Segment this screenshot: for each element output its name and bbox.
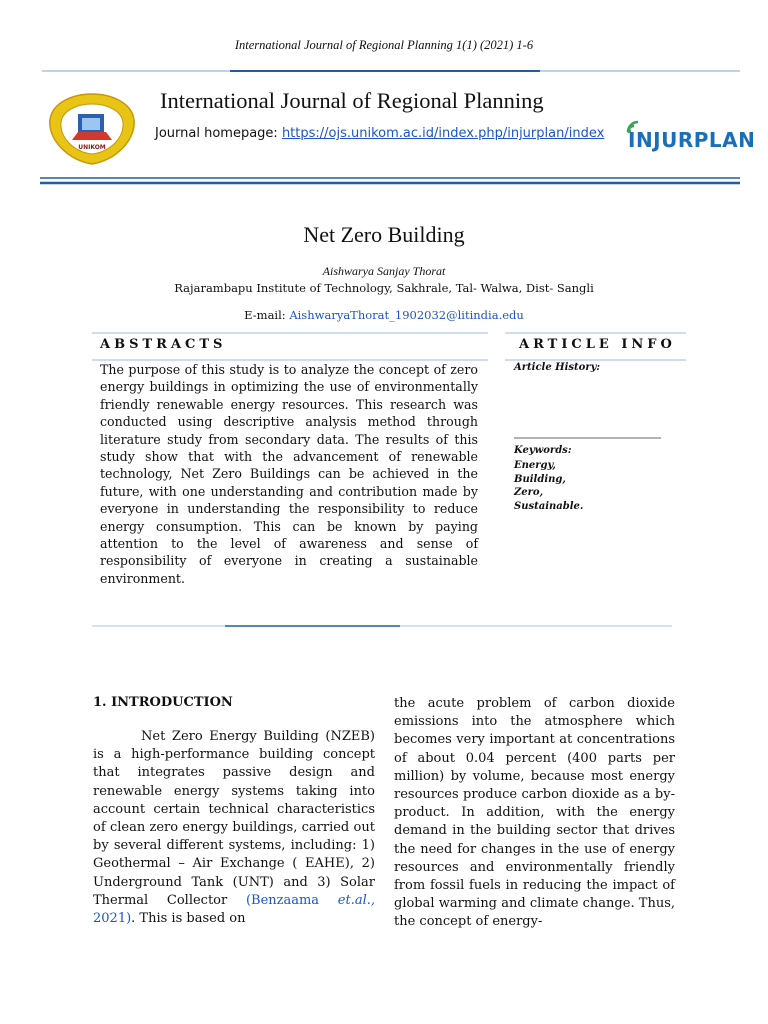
top-rule [0,66,768,76]
homepage-label: Journal homepage: [155,126,278,141]
citation-author: (Benzaama [245,892,338,908]
injurplan-logo [624,118,754,152]
abstract-heading: ABSTRACTS [100,337,227,352]
journal-title: International Journal of Regional Planning [160,88,544,113]
introduction-heading: 1. INTRODUCTION [93,695,233,710]
author-affiliation: Rajarambapu Institute of Technology, Sakhrale, Tal- Walwa, Dist- Sangli [174,281,594,295]
intro-left-text: Net Zero Energy Building (NZEB) is a high-performance building concept that integrates passive design and renewable energy systems taking into account certain technical characteristics of clean zero energy buildings, carried out by several different systems, including: 1) Geothermal – Air Exchange ( EAHE), 2) Underground Tank (UNT) and 3) Solar Thermal Collector [93,729,375,908]
keyword-item: Sustainable. [514,500,584,512]
citation-year: 2021) [93,911,132,927]
keyword-item: Energy, [514,460,556,471]
abstract-end-rule [0,622,768,630]
logo-label: UNIKOM [78,144,106,151]
homepage-link[interactable]: https://ojs.unikom.ac.id/index.php/injurplan/index [281,126,605,141]
keyword-item: Building, [514,473,566,485]
brand-text: INJURPLAN [628,128,756,152]
keyword-item: Zero, [514,487,544,498]
citation-etal: et.al., [337,892,375,908]
intro-left-text-end: . This is based on [131,911,246,927]
author-name: Aishwarya Sanjay Thorat [322,264,446,278]
unikom-logo [48,92,136,166]
intro-left-column [93,728,375,928]
email-address[interactable]: AishwaryaThorat_1902032@litindia.edu [289,308,524,322]
running-head: International Journal of Regional Planning 1(1) (2021) 1-6 [234,38,534,52]
keywords-list [514,459,583,513]
journal-homepage [155,126,604,141]
article-info-heading: ARTICLE INFO [519,337,676,352]
paper-title: Net Zero Building [303,222,465,247]
info-divider [0,436,768,440]
intro-right-column: the acute problem of carbon dioxide emissions into the atmosphere which becomes very important at concentrations of about 0.04 percent (400 parts per million) by volume, because most energy resources produce carbon dioxide as a by-product. In addition, with the energy demand in the building sector that drives the need for changes in the use of energy resources and environmentally friendly from fossil fuels in reducing the impact of global warming and climate change. Thus, the concept of energy- [394,696,675,930]
author-email [0,308,768,322]
article-history-label: Article History: [514,362,601,373]
email-label: E-mail: [244,308,286,322]
abstract-text: The purpose of this study is to analyze the concept of zero energy buildings in optimizing the use of environmentally friendly renewable energy resources. This research was conducted using descriptive analysis method through literature study from secondary data. The results of this study show that with the advancement of renewable technology, Net Zero Buildings can be achieved in the future, with one understanding and contribution made by everyone in understanding the responsibility to reduce energy consumption. This can be known by paying attention to the level of awareness and sense of responsibility of everyone in creating a sustainable environment. [100,362,478,586]
keywords-label: Keywords: [514,445,572,456]
header-rule [0,175,768,189]
